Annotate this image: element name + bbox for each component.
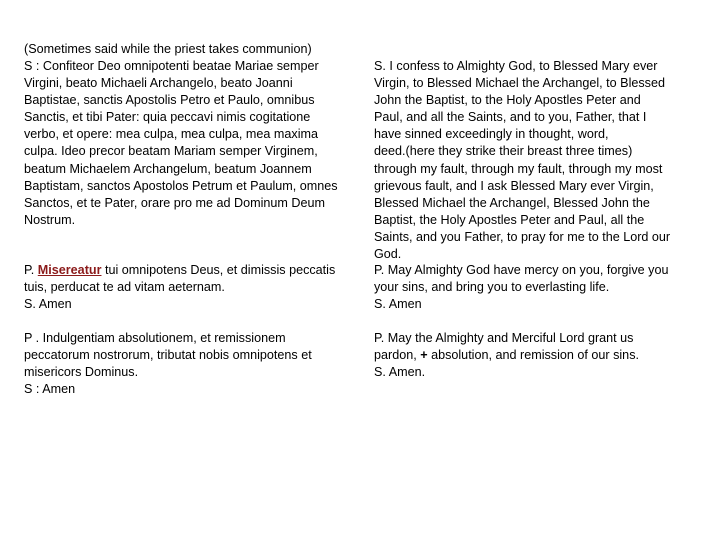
text-fragment: tui omnipotens Deus, et dimissis peccatis xyxy=(101,263,336,277)
text-line: Blessed Michael the Archangel, Blessed John the xyxy=(374,195,650,210)
text-line: P . Indulgentiam absolutionem, et remissionem xyxy=(24,331,286,345)
text-line: beatum Michaelem Archangelum, beatum Joannem xyxy=(24,161,312,176)
text-line: Baptistae, sanctis Apostolis Petro et Paulo, omnibus xyxy=(24,93,315,108)
speaker-prefix: P. xyxy=(24,263,38,277)
text-line: Sanctis, et tibi Pater: quia peccavi nimis cogitatione xyxy=(24,110,311,125)
text-line: culpa. Ideo precor beatam Mariam semper Virginem, xyxy=(24,144,318,159)
text-line: Baptistam, sanctos Apostolos Petrum et Paulum, omnes xyxy=(24,178,338,193)
confiteor-english xyxy=(374,58,714,263)
text-line: verbo, et opere: mea culpa, mea culpa, mea maxima xyxy=(24,127,318,142)
indulgentiam-latin xyxy=(24,330,374,398)
confiteor-latin xyxy=(24,58,374,229)
text-line: have sinned exceedingly in thought, word, xyxy=(374,127,609,142)
text-line: Virgini, beato Michaeli Archangelo, beato Joanni xyxy=(24,76,293,91)
text-line: S. I confess to Almighty God, to Blessed Mary ever xyxy=(374,59,658,73)
text-line: Saints, and you Father, to pray for me to the Lord our xyxy=(374,229,671,244)
text-line: God. xyxy=(374,247,402,262)
text-line: Paul, and all the Saints, and to you, Father, that I xyxy=(374,110,647,125)
text-line: Baptist, the Holy Apostles Peter and Paul, all the xyxy=(374,212,645,227)
text-fragment: absolution, and remission of our sins. xyxy=(427,348,639,363)
text-line: S : Amen xyxy=(24,382,76,397)
text-line: your sins, and bring you to everlasting life. xyxy=(374,280,610,295)
text-line: Sanctos, et te Pater, orare pro me ad Dominum Deum xyxy=(24,195,325,210)
cross-icon: + xyxy=(420,348,428,363)
misereatur-english xyxy=(374,262,714,313)
text-line: P. May the Almighty and Merciful Lord grant us xyxy=(374,331,634,345)
text-line: peccatorum nostrorum, tributat nobis omnipotens et xyxy=(24,348,312,363)
text-line: P. May Almighty God have mercy on you, forgive you xyxy=(374,263,669,277)
text-line: John the Baptist, to the Holy Apostles Peter and xyxy=(374,93,641,108)
text-line xyxy=(374,347,714,364)
text-fragment: pardon, xyxy=(374,348,421,363)
text-line: tuis, perducat te ad vitam aeternam. xyxy=(24,280,225,295)
rubric-note: (Sometimes said while the priest takes communion) xyxy=(24,42,312,56)
text-line: Virgin, to Blessed Michael the Archangel, to Blessed xyxy=(374,76,665,91)
text-line: grievous fault, and I ask Blessed Mary ever Virgin, xyxy=(374,178,654,193)
text-line: through my fault, through my fault, through my most xyxy=(374,161,663,176)
text-line: S. Amen xyxy=(374,297,422,312)
misereatur-latin xyxy=(24,262,374,313)
text-line: misericors Dominus. xyxy=(24,365,139,380)
text-line: Nostrum. xyxy=(24,212,76,227)
indulgentiam-english xyxy=(374,330,714,381)
misereatur-link[interactable]: Misereatur xyxy=(37,263,102,277)
text-line: S : Confiteor Deo omnipotenti beatae Mariae semper xyxy=(24,59,319,73)
text-line: S. Amen xyxy=(24,297,72,312)
text-line: S. Amen. xyxy=(374,365,426,380)
text-line: deed.(here they strike their breast three times) xyxy=(374,144,633,159)
text-line xyxy=(24,262,374,279)
